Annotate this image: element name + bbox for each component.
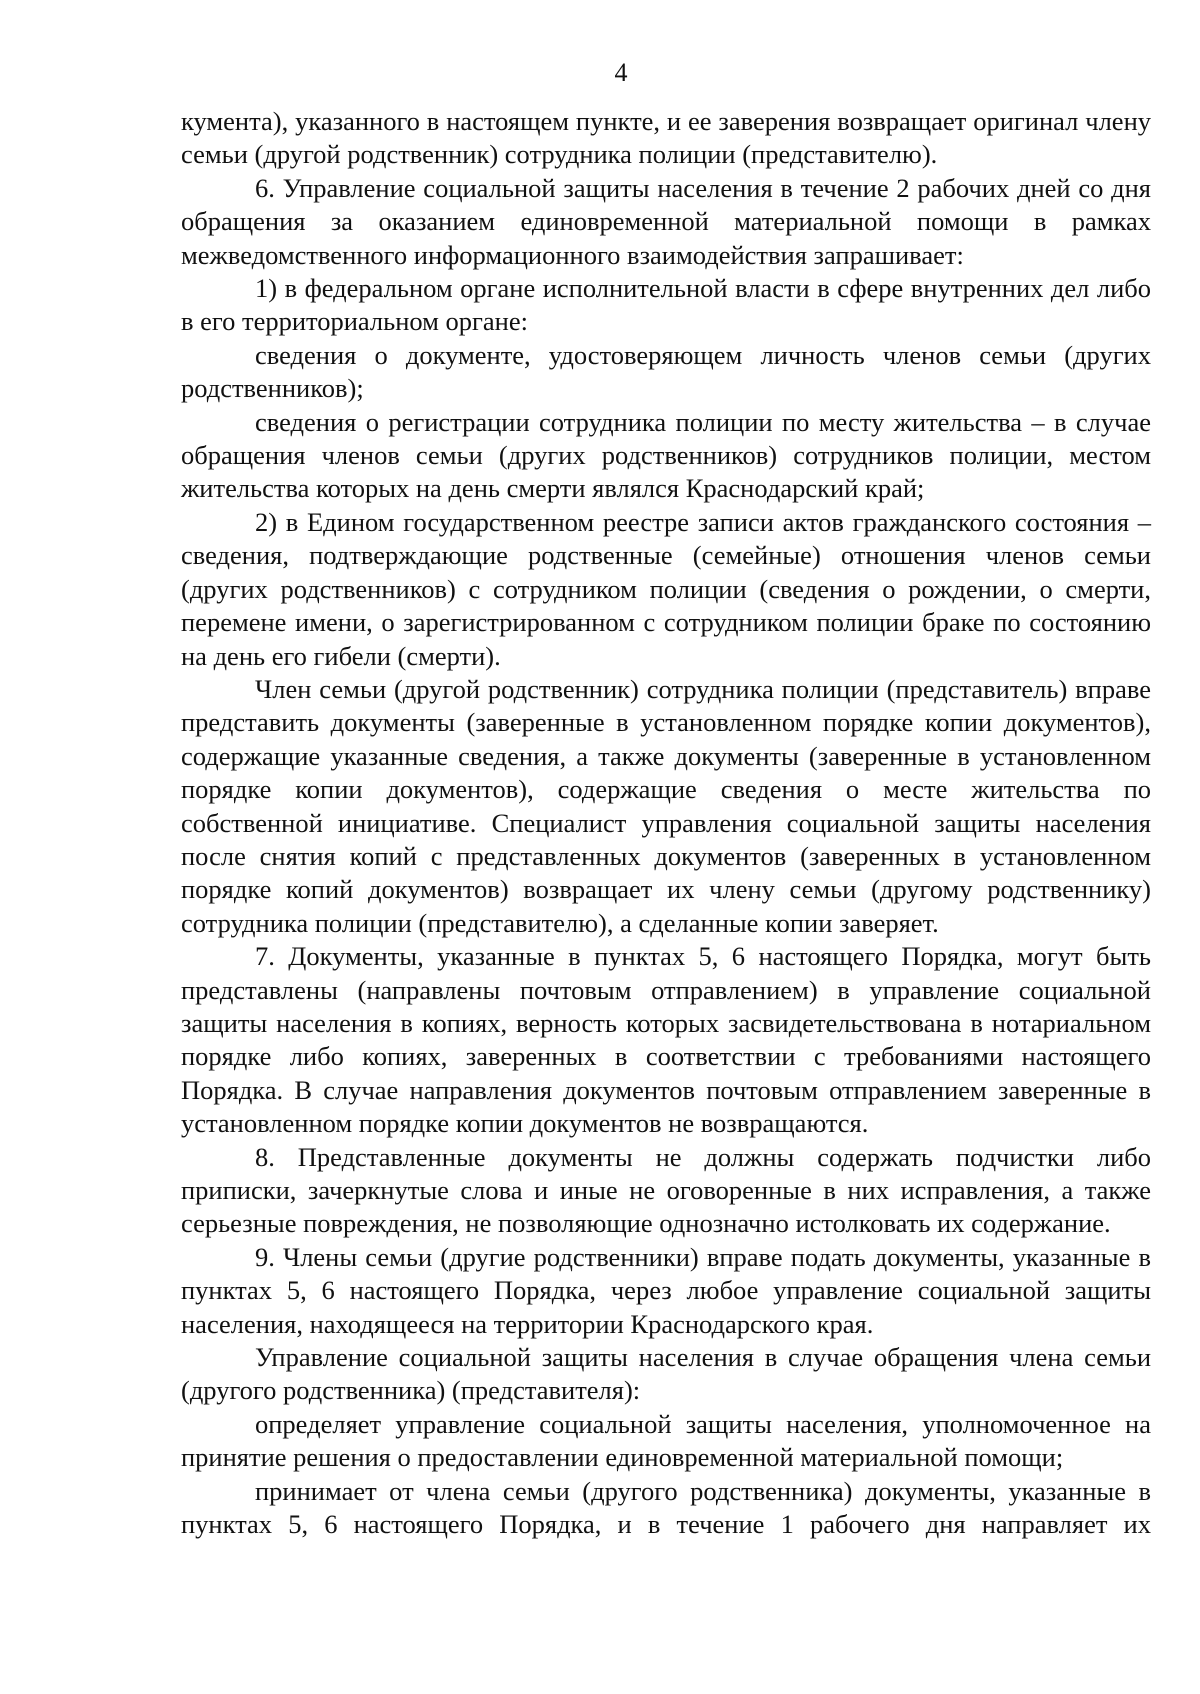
- paragraph: 9. Члены семьи (другие родственники) вправе подать документы, указанные в пунктах 5, 6 настоящего Порядка, через любое управление социальной защиты населения, находящееся на территории Краснодарского края.: [181, 1241, 1151, 1339]
- paragraph: 1) в федеральном органе исполнительной власти в сфере внутренних дел либо в его территориальном органе:: [181, 273, 1151, 337]
- paragraph: Управление социальной защиты населения в случае обращения члена семьи (другого родственника) (представителя):: [181, 1342, 1151, 1406]
- paragraph: сведения о документе, удостоверяющем личность членов семьи (других родственников);: [181, 339, 1151, 404]
- paragraph: 7. Документы, указанные в пунктах 5, 6 настоящего Порядка, могут быть представлены (направлены почтовым отправлением) в управление социальной защиты населения в копиях, верность которых засвидетельствована в нотариальном порядке либо копиях, заверенных в соответствии с требованиями настоящего Порядка. В случае направления документов почтовым отправлением заверенные в установленном порядке копии документов не возвращаются.: [181, 941, 1151, 1139]
- document-body: [181, 105, 1151, 1541]
- paragraph: кумента), указанного в настоящем пункте, и ее заверения возвращает оригинал члену семьи (другой родственник) сотрудника полиции (представителю).: [181, 106, 1151, 170]
- page-number: 4: [614, 58, 628, 87]
- paragraph: Член семьи (другой родственник) сотрудника полиции (представитель) вправе представить документы (заверенные в установленном порядке копии документов), содержащие указанные сведения, а также документы (заверенные в установленном порядке копии документов), содержащие сведения о месте жительства по собственной инициативе. Специалист управления социальной защиты населения после снятия копий с представленных документов (заверенных в установленном порядке копий документов) возвращает их члену семьи (другому родственнику) сотрудника полиции (представителю), а сделанные копии заверяет.: [181, 673, 1151, 938]
- paragraph: 8. Представленные документы не должны содержать подчистки либо приписки, зачеркнутые слова и иные не оговоренные в них исправления, а также серьезные повреждения, не позволяющие однозначно истолковать их содержание.: [181, 1141, 1151, 1239]
- paragraph: сведения о регистрации сотрудника полиции по месту жительства – в случае обращения членов семьи (других родственников) сотрудников полиции, местом жительства которых на день смерти являлся Краснодарский край;: [181, 406, 1151, 504]
- paragraph: 2) в Едином государственном реестре записи актов гражданского состояния – сведения, подтверждающие родственные (семейные) отношения членов семьи (других родственников) с сотрудником полиции (сведения о рождении, о смерти, перемене имени, о зарегистрированном с сотрудником полиции браке по состоянию на день его гибели (смерти).: [181, 506, 1151, 671]
- paragraph: определяет управление социальной защиты населения, уполномоченное на принятие решения о предоставлении единовременной материальной помощи;: [181, 1408, 1151, 1473]
- paragraph: 6. Управление социальной защиты населения в течение 2 рабочих дней со дня обращения за оказанием единовременной материальной помощи в рамках межведомственного информационного взаимодействия запрашивает:: [181, 172, 1151, 270]
- paragraph: принимает от члена семьи (другого родственника) документы, указанные в пунктах 5, 6 настоящего Порядка, и в течение 1 рабочего дня направляет их: [181, 1475, 1151, 1540]
